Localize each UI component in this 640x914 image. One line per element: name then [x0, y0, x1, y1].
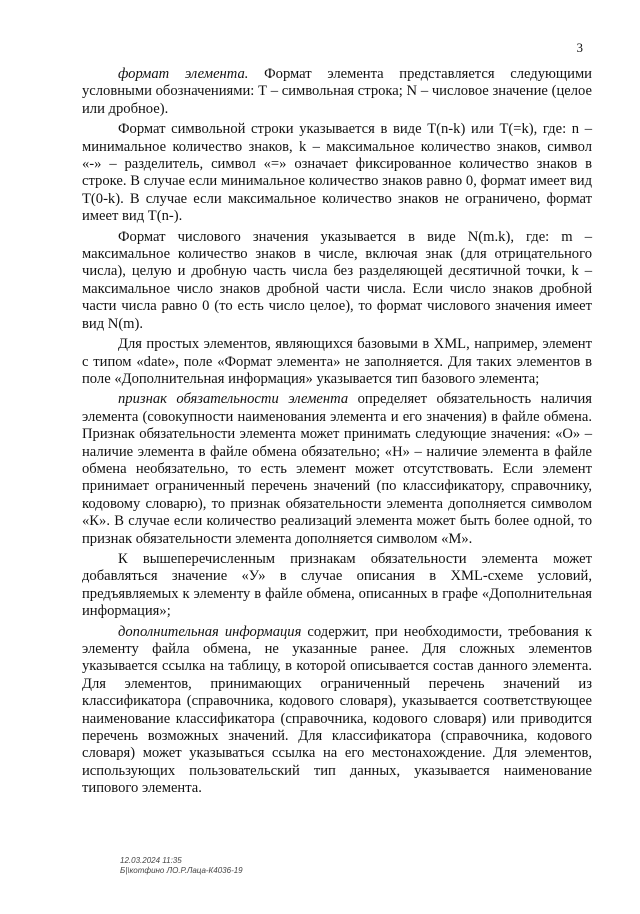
paragraph-additional-info [82, 624, 592, 798]
paragraph-text: Формат символьной строки указывается в виде Т(n-k) или Т(=k), где: n – минимальное количество знаков, k – максимальное количество знаков, символ «-» – разделитель, символ «=» означает фиксированное количество знаков в строке. В случае если минимальное количество знаков равно 0, формат имеет вид Т(0-k). В случае если максимальное количество знаков не ограничено, формат имеет вид Т(n-). [82, 121, 592, 225]
paragraph-simple-elements [82, 336, 592, 388]
paragraph-text: содержит, при необходимости, требования к элементу файла обмена, не указанные ранее. Для сложных элементов указывается ссылка на таблицу, в которой описывается состав данного элемента. Для элементов, принимающих ограниченный перечень значений из классификатора (справочника, кодового словаря), указывается соответствующее наименование классификатора (справочника, кодового словаря) или приводится перечень возможных значений. Для классификатора (справочника, кодового словаря) может указываться ссылка на его местонахождение. Для элементов, использующих пользовательский тип данных, указывается наименование типового элемента. [82, 623, 593, 797]
paragraph-text: Для простых элементов, являющихся базовыми в XML, например, элемент с типом «date», поле «Формат элемента» не заполняется. Для таких элементов в поле «Дополнительная информация» указывается тип базового элемента; [82, 336, 592, 387]
document-body [82, 66, 592, 801]
term-required-flag: признак обязательности элемента [118, 391, 349, 408]
page-number: 3 [576, 40, 583, 55]
paragraph-numeric-format [82, 229, 592, 333]
paragraph-element-format [82, 66, 592, 118]
paragraph-text: Формат элемента представляется следующими условными обозначениями: Т – символьная строка; N – числовое значение (целое или дробное). [82, 66, 592, 117]
footer-stamp [120, 856, 243, 876]
footer-timestamp: 12.03.2024 11:35 [120, 856, 182, 865]
paragraph-conditional-flag [82, 551, 592, 621]
paragraph-text: определяет обязательность наличия элемента (совокупности наименования элемента и его значения) в файле обмена. Признак обязательности элемента может принимать следующие значения: «О» – наличие элемента в файле обмена обязательно; «Н» – наличие элемента в файле обмена необязательно, то есть элемент может отсутствовать. Если элемент принимает ограниченный перечень значений (по классификатору, справочнику, кодовому словарю), то признак обязательности элемента дополняется символом «К». В случае если количество реализаций элемента может быть более одной, то признак обязательности элемента дополняется символом «М». [82, 391, 592, 547]
term-element-format: формат элемента. [118, 66, 249, 82]
paragraph-text: К вышеперечисленным признакам обязательности элемента может добавляться значение «У» в случае описания в XML-схеме условий, предъявляемых к элементу в файле обмена, описанных в графе «Дополнительная информация»; [82, 550, 592, 620]
paragraph-required-flag [82, 391, 592, 548]
paragraph-string-format [82, 121, 592, 225]
paragraph-text: Формат числового значения указывается в виде N(m.k), где: m – максимальное количество знаков в числе, включая знак (для отрицательного числа), целую и дробную часть числа без разделяющей десятичной точки, k – максимальное число знаков дробной части числа. Если число знаков дробной части числа равно 0 (то есть число целое), то формат числового значения имеет вид N(m). [82, 228, 592, 332]
footer-doc-id: Б|\котфино ЛО.Р.Лаца-К4036-19 [120, 866, 243, 875]
term-additional-info: дополнительная информация [118, 623, 302, 640]
